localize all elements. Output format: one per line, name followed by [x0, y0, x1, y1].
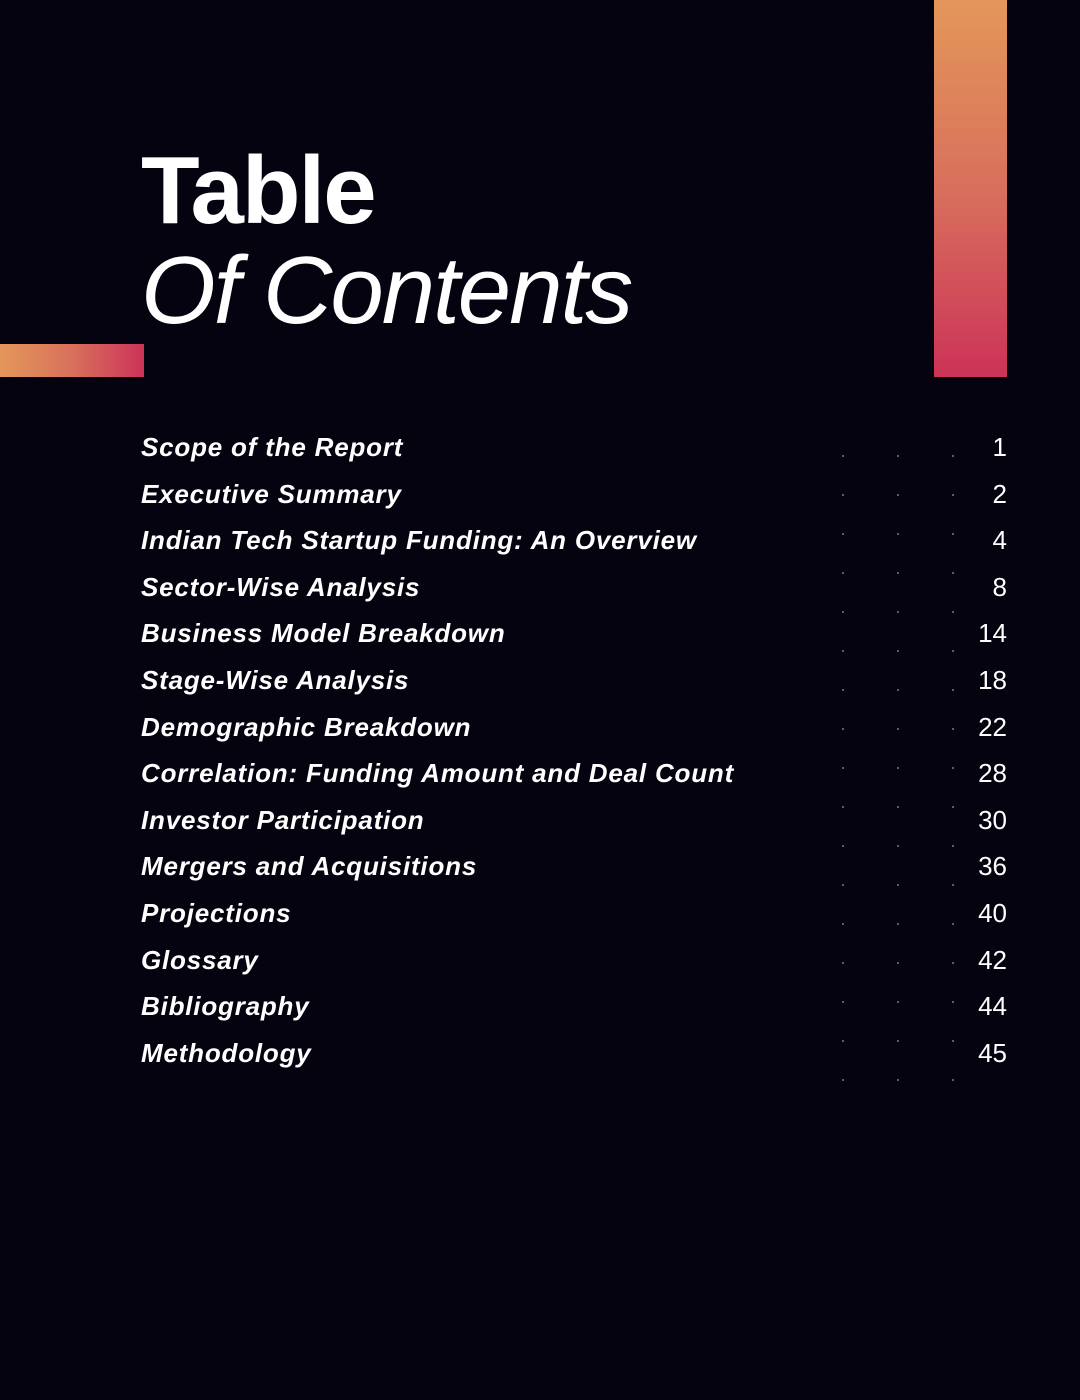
page-title-line2: Of Contents	[141, 237, 632, 344]
toc-entry-page: 18	[978, 664, 1007, 695]
toc-entry-label: Stage-Wise Analysis	[141, 664, 410, 695]
page-title-line1: Table	[141, 137, 375, 244]
toc-entry[interactable]	[141, 661, 1007, 708]
toc-entry-page: 1	[992, 432, 1007, 462]
toc-entry[interactable]	[141, 941, 1007, 988]
toc-entry-label: Indian Tech Startup Funding: An Overview	[141, 525, 697, 556]
toc-entry-page: 8	[992, 571, 1007, 602]
toc-entry[interactable]	[141, 521, 1007, 568]
toc-entry[interactable]	[141, 428, 1007, 475]
toc-entry[interactable]	[141, 987, 1007, 1034]
toc-entry-label: Demographic Breakdown	[141, 711, 472, 742]
toc-entry-page: 22	[978, 711, 1007, 742]
accent-bar-vertical	[934, 0, 1007, 377]
toc-entry-page: 36	[978, 851, 1007, 882]
toc-entry[interactable]	[141, 847, 1007, 894]
toc-entry-label: Bibliography	[141, 991, 310, 1022]
toc-entry-page: 40	[978, 897, 1007, 928]
table-of-contents	[141, 428, 1007, 1080]
toc-entry-label: Executive Summary	[141, 478, 402, 509]
toc-entry[interactable]	[141, 708, 1007, 755]
toc-entry-page: 44	[978, 991, 1007, 1022]
toc-entry-page: 28	[978, 758, 1007, 789]
toc-entry-page: 14	[978, 618, 1007, 649]
toc-entry-label: Glossary	[141, 944, 259, 975]
toc-entry[interactable]	[141, 1034, 1007, 1081]
toc-entry[interactable]	[141, 754, 1007, 801]
toc-entry[interactable]	[141, 614, 1007, 661]
toc-entry-label: Correlation: Funding Amount and Deal Count	[141, 758, 735, 789]
toc-entry-label: Projections	[141, 897, 292, 928]
toc-entry[interactable]	[141, 568, 1007, 615]
toc-entry-label: Mergers and Acquisitions	[141, 851, 478, 882]
accent-bar-horizontal	[0, 344, 144, 377]
toc-entry[interactable]	[141, 894, 1007, 941]
toc-entry-page: 30	[978, 804, 1007, 835]
toc-entry-label: Investor Participation	[141, 804, 425, 835]
toc-entry[interactable]	[141, 475, 1007, 522]
toc-entry-label: Sector-Wise Analysis	[141, 571, 421, 602]
toc-entry-label: Methodology	[141, 1037, 312, 1068]
toc-entry[interactable]	[141, 801, 1007, 848]
toc-entry-page: 4	[992, 525, 1007, 556]
toc-entry-page: 45	[978, 1037, 1007, 1068]
toc-entry-label: Business Model Breakdown	[141, 618, 506, 649]
toc-entry-label: Scope of the Report	[141, 432, 404, 462]
toc-entry-page: 2	[992, 478, 1007, 509]
toc-entry-page: 42	[978, 944, 1007, 975]
